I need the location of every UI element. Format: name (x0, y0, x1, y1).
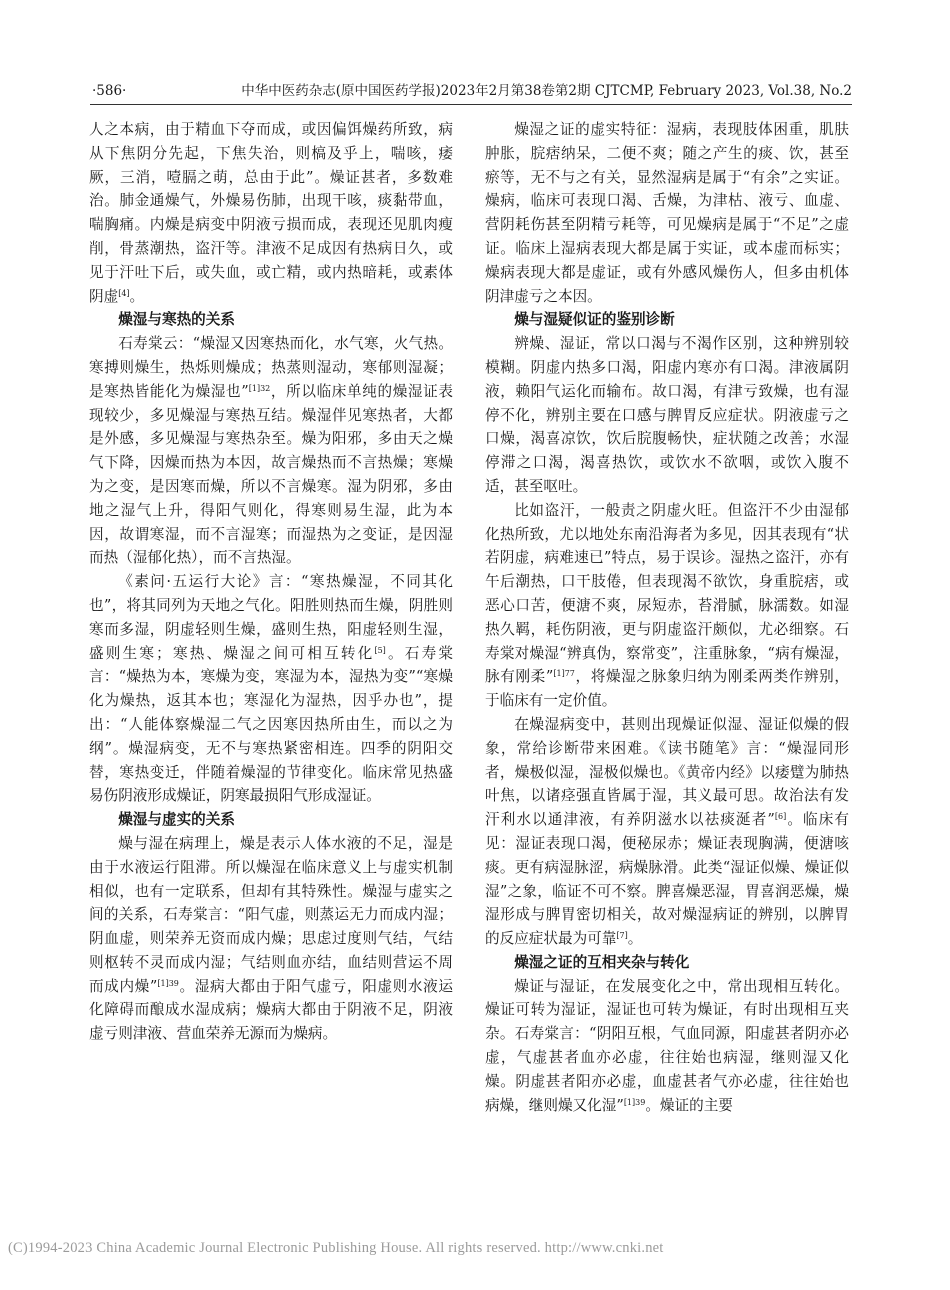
citation-ref[interactable]: [1]32 (248, 383, 271, 393)
citation-ref[interactable]: [1]39 (623, 1097, 646, 1107)
paragraph: 辨燥、湿证，常以口渴与不渴作区别，这种辨别较模糊。阴虚内热多口渴，阳虚内寒亦有口渴。津液属阴液，赖阳气运化而输布。故口渴，有津亏致燥，也有湿停不化，辨别主要在口感与脾胃反应症状。阴液虚亏之口燥，渴喜凉饮，饮后脘腹畅快，症状随之改善；水湿停滞之口渴，渴喜热饮，或饮水不欲咽，或饮入腹不适，甚至呕吐。 (485, 335, 849, 495)
citation-ref[interactable]: [5] (374, 645, 386, 655)
citation-ref[interactable]: [1]77 (553, 669, 575, 679)
paragraph: 在燥湿病变中，甚则出现燥证似湿、湿证似燥的假象，常给诊断带来困难。《读书随笔》言：“燥湿同形者，燥极似湿，湿极似燥也。《黄帝内经》以痿躄为肺热叶焦，以诸痉强直皆属于湿，其义最可思。故治法有发汗利水以通津液，有养阴滋水以祛痰涎者”[6]。临床有见：湿证表现口渴，便秘尿赤；燥证表现胸满，便溏咳痰。更有病湿脉涩，病燥脉滑。此类“湿证似燥、燥证似湿”之象，临证不可不察。脾喜燥恶湿，胃喜润恶燥，燥湿形成与脾胃密切相关，故对燥湿病证的辨别，以脾胃的反应症状最为可靠[7]。 (485, 715, 849, 948)
citation-ref[interactable]: [4] (118, 288, 130, 298)
copyright-footer: (C)1994-2023 China Academic Journal Electronic Publishing House. All rights reserved. http://www.cnki.net (8, 1240, 664, 1256)
paragraph: 燥与湿在病理上，燥是表示人体水液的不足，湿是由于水液运行阻滞。所以燥湿在临床意义上与虚实机制相似，也有一定联系，但却有其特殊性。燥湿与虚实之间的关系，石寿棠言：“阳气虚，则蒸运无力而成内湿；阴血虚，则荣养无资而成内燥；思虑过度则气结，气结则枢转不灵而成内湿；气结则血亦结，血结则营运不周而成内燥”$^{[1]39}$。湿病大都由于阳气虚亏，阳虚则水液运化障碍而酿成水湿成病；燥病大都由于阴液不足，阴液虚亏则津液、营血荣养无源而为燥病。 (89, 834, 453, 1043)
citation-ref[interactable]: [1]39 (157, 978, 179, 988)
paragraph: 石寿棠云：“燥湿又因寒热而化，水气寒，火气热。寒搏则燥生，热烁则燥成；热蒸则湿动，寒郁则湿凝；是寒热皆能化为燥湿也”$^{[1]32}$，所以临床单纯的燥湿证表现较少，多见燥湿与寒热互结。燥湿伴见寒热者，大都是外感，多见燥湿与寒热杂至。燥为阳邪，多由天之燥气下降，因燥而热为本因，故言燥热而不言热燥；寒燥为之变，是因寒而燥，所以不言燥寒。湿为阴邪，多由地之湿气上升，得阳气则化，得寒则易生湿，此为本因，故谓寒湿，而不言湿寒；而湿热为之变证，是因湿而热（湿郁化热），而不言热湿。 (89, 335, 453, 567)
paragraph: 燥证与湿证，在发展变化之中，常出现相互转化。燥证可转为湿证，湿证也可转为燥证，有时出现相互夹杂。石寿棠言：“阴阳互根，气血同源，阳虚甚者阴亦必虚，气虚甚者血亦必虚，往往始也病湿，继则湿又化燥。阴虚甚者阳亦必虚，血虚甚者气亦必虚，往往始也病燥，继则燥又化湿”$^{[1]39}$。燥证的主要 (485, 977, 849, 1114)
citation-ref[interactable]: [6] (774, 812, 787, 822)
paragraph: 人之本病，由于精血下夺而成，或因偏饵燥药所致，病从下焦阴分先起，下焦失治，则槁及乎上，喘咳，痿厥，三消，噎膈之萌，总由于此”。燥证甚者，多数难治。肺金通燥气，外燥易伤肺，出现干咳，痰黏带血，喘胸痛。内燥是病变中阴液亏损而成，表现还见肌肉瘦削，骨蒸潮热，盗汗等。津液不足成因有热病日久，或见于汗吐下后，或失血，或亡精，或内热暗耗，或素体阴虚[4]。 (89, 121, 453, 305)
paragraph: 《素问·五运行大论》言：“寒热燥湿，不同其化也”，将其同列为天地之气化。阳胜则热而生燥，阴胜则寒而多湿，阴虚轻则生燥，盛则生热，阳虚轻则生湿，盛则生寒；寒热、燥湿之间可相互转化[5]。石寿棠言：“燥热为本，寒燥为变，寒湿为本，湿热为变”“寒燥化为燥热，返其本也；寒湿化为湿热，因乎办也”，提出：“人能体察燥湿二气之因寒因热所由生，而以之为纲”。燥湿病变，无不与寒热紧密相连。四季的阴阳交替，寒热变迁，伴随着燥湿的节律变化。临床常见热盛易伤阴液形成燥证，阴寒最损阳气形成湿证。 (89, 573, 453, 805)
left-column (89, 118, 453, 1046)
paragraph: 燥湿之证的虚实特征：湿病，表现肢体困重，肌肤肿胀，脘痞纳呆，二便不爽；随之产生的痰、饮，甚至瘀等，无不与之有关，显然湿病是属于“有余”之实证。燥病，临床可表现口渴、舌燥，为津枯、液亏、血虚、营阴耗伤甚至阴精亏耗等，可见燥病是属于“不足”之虚证。临床上湿病表现大都是属于实证，或本虚而标实；燥病表现大都是虚证，或有外感风燥伤人，但多由机体阴津虚亏之本因。 (485, 121, 849, 305)
header-rule (90, 104, 852, 105)
running-header (92, 80, 852, 102)
section-heading: 燥湿与寒热的关系 (118, 311, 235, 329)
citation-ref[interactable]: [7] (616, 931, 628, 941)
section-heading: 燥湿之证的互相夹杂与转化 (514, 953, 690, 971)
page-number: ·586· (92, 83, 127, 99)
section-heading: 燥与湿疑似证的鉴别诊断 (514, 311, 675, 329)
journal-citation: 中华中医药杂志(原中国医药学报)2023年2月第38卷第2期 CJTCMP, February 2023, Vol.38, No.2 (241, 83, 852, 99)
right-column (485, 118, 849, 1117)
section-heading: 燥湿与虚实的关系 (118, 811, 235, 829)
paragraph: 比如盗汗，一般责之阴虚火旺。但盗汗不少由湿郁化热所致，尤以地处东南沿海者为多见，因其表现有“状若阴虚，病难速已”特点，易于误诊。湿热之盗汗，亦有午后潮热，口干肢倦，但表现渴不欲饮，身重脘痞，或恶心口苦，便溏不爽，尿短赤，苔滑腻，脉濡数。如湿热久羁，耗伤阴液，更与阴虚盗汗颇似，尤必细察。石寿棠对燥湿“辨真伪，察常变”，注重脉象，“病有燥湿，脉有刚柔”$^{[1]77}$，将燥湿之脉象归纳为刚柔两类作辨别，于临床有一定价值。 (485, 501, 849, 710)
